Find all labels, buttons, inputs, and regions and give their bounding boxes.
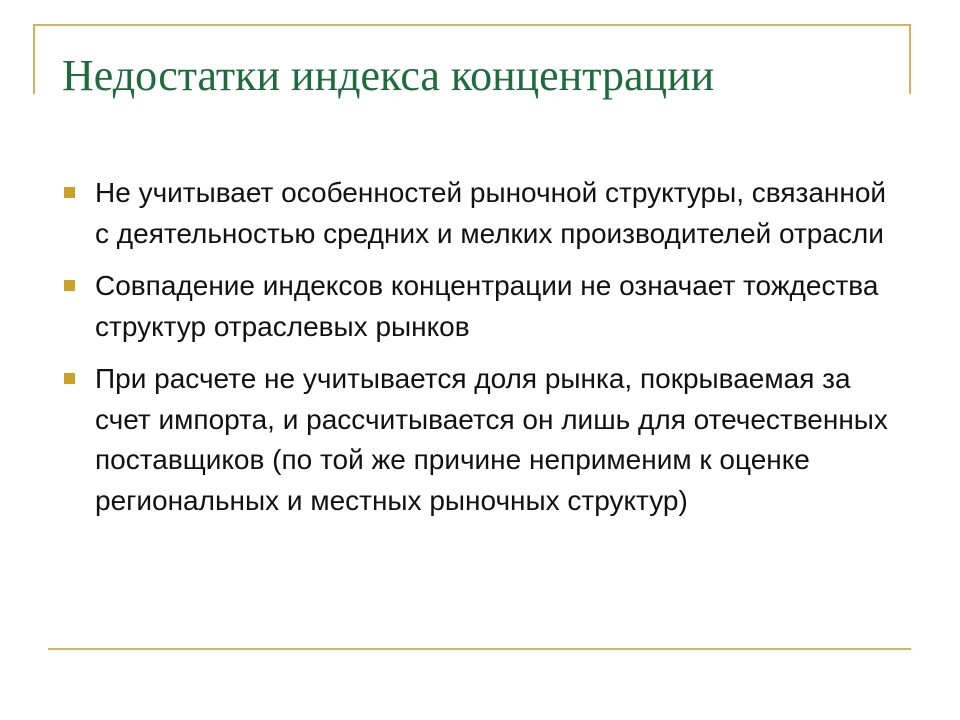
square-bullet-icon: [64, 187, 75, 198]
bullet-item: [62, 173, 902, 254]
square-bullet-icon: [64, 373, 75, 384]
slide-title: Недостатки индекса концентрации: [62, 51, 715, 100]
bullet-text: При расчете не учитывается доля рынка, покрываемая за счет импорта, и рассчитывается он лишь для отечественных поставщиков (по той же причине неприменим к оценке региональных и местных рыночных структур): [95, 363, 888, 516]
top-border-line: [33, 24, 911, 26]
square-bullet-icon: [64, 280, 75, 291]
left-border-line: [33, 24, 35, 94]
bullet-list: [62, 173, 902, 533]
right-border-line: [909, 24, 911, 94]
bullet-item: [62, 359, 902, 521]
bullet-text: Совпадение индексов концентрации не означает тождества структур отраслевых рынков: [95, 270, 879, 342]
bottom-border-line: [48, 648, 911, 650]
bullet-item: [62, 266, 902, 347]
bullet-text: Не учитывает особенностей рыночной структуры, связанной с деятельностью средних и мелких производителей отрасли: [95, 177, 887, 249]
